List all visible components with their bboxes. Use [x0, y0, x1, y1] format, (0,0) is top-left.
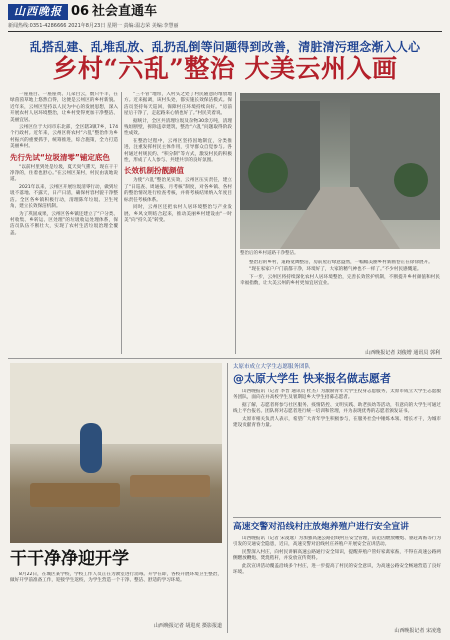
masthead-divider — [8, 31, 442, 32]
newspaper-logo: 山西晚报 — [8, 4, 68, 20]
lead-column-1 — [10, 92, 118, 357]
story2-headline: 干干净净迎开学 — [10, 549, 129, 569]
photo-classroom-wall — [10, 363, 222, 444]
column-divider — [227, 363, 228, 633]
story2-byline: 山西晚报记者 胡进虎 摄影报道 — [153, 623, 222, 629]
page-number: 06 — [71, 4, 90, 19]
lead-paragraph: 2021年以来，云州区开展垃圾清零行动，做到垃圾不落地、不露天，日产日清，确保村容村貌干净整洁。全区各乡镇积极行动，清理陈年垃圾、卫生死角，建立长效保洁机制。 — [10, 184, 118, 210]
lead-headline: 乡村“六乱”整治 大美云州入画 — [52, 54, 398, 83]
lead-paragraph: 整治后的乡村，道路宽阔整洁，房前屋后绿意盎然，一幅幅美丽乡村新画卷正在徐徐展开。 — [249, 260, 433, 265]
lead-paragraph: 为使“六乱”整治见实效，云州区压实责任，建立了“日巡查、周通报、月考核”制度，对各乡镇、各村的整治情况进行检查考核，并将考核结果纳入年度目标责任考核体系。 — [124, 178, 232, 203]
story3-kicker: 太原市成立大学生志愿服务团队 — [233, 364, 311, 370]
lead-subhead-1: 先行先试“垃圾清零”铺定底色 — [10, 152, 110, 162]
lead-deck: 乱搭乱建、乱堆乱放、乱扔乱倒等问题得到改善，清脏清污理念渐入人心 — [29, 40, 421, 54]
lead-paragraph: “现在家家户户门前都干净，环境好了，大家的精气神也不一样了。”不少村民感慨道。 — [249, 267, 422, 273]
story4-paragraph: 此次宣讲活动覆盖沿线多个村庄，进一步提高了村民的安全意识，为高速公路安全畅通营造了良好环境。 — [233, 563, 441, 576]
story3-headline: @太原大学生 快来报名做志愿者 — [233, 372, 391, 385]
lead-subhead-2: 长效机制扮靓颜值 — [124, 166, 184, 176]
lead-paragraph: 在整治过程中，云州区坚持因地制宜，分类推进，注重发挥村民主体作用，引导群众自觉参与。各村通过村规民约、“积分制”等方式，激发村民的积极性，形成了人人参与、共建共享的良好氛围。 — [124, 138, 232, 164]
story2-paragraph: 8月22日，在城区某学校，学校工作人员正在为教室进行消毒。开学在即，各校开展环境卫生整治，做好开学前准备工作，迎接学生返校，为学生营造一个干净、整洁、舒适的学习环境。 — [10, 572, 222, 584]
column-divider — [121, 92, 122, 354]
lead-paragraph: 一座座白、一座座黄、几朵白云，数只牛羊，在绿茵茵草地上悠然自得，这便是云州区的乡村新貌。近年来，云州区坚持以人民为中心的发展思想，深入开展农村人居环境整治，让乡村变得更加干净整洁、美丽宜居。 — [10, 92, 118, 123]
story4-byline: 山西晚报记者 宋凌逸 — [394, 628, 441, 634]
lead-column-3 — [240, 260, 440, 348]
photo-worker — [80, 423, 102, 473]
lead-paragraph: 据统计，全区共清理垃圾及杂物30余万吨，清理残垣断壁，拆除违章建筑，整治“六乱”问题取得阶段性成效。 — [124, 118, 232, 137]
photo-desk — [30, 483, 120, 507]
section-title: 社会直通车 — [92, 4, 158, 19]
story4-paragraph: 民警深入村庄，向村民讲解高速公路通行安全知识，提醒养殖户管好家禽家畜，不得在高速公路两侧燃放鞭炮、焚烧秸秆，并发放宣传资料。 — [233, 549, 441, 562]
lead-paragraph: 下一步，云州区将持续深化农村人居环境整治，完善长效管护机制，不断提升乡村颜值和村民幸福指数，让大美云州的乡村更加宜居宜业。 — [240, 274, 440, 287]
section-divider — [233, 517, 441, 518]
story3-paragraph: 太原市相关负责人表示，希望广大青年学生积极参与，在服务社会中锤炼本领、增长才干，为城市建设贡献青春力量。 — [233, 416, 441, 429]
photo-caption: 整治后的乡村道路干净整洁。 — [240, 251, 299, 256]
story4-paragraph: 山西晚报讯（记者 宋凌逸）为加强高速公路沿线村庄安全管理，防范因燃放鞭炮、驱赶禽畜等行为引发的交通安全隐患，近日，高速交警对沿线村庄养殖户开展安全宣讲活动。 — [233, 536, 441, 548]
photo-tree — [248, 153, 288, 193]
issue-meta: 新闻热线:0351-4286666 2021年8月23日 星期一 责编:温志荣 美编:李慧丽 — [8, 23, 179, 29]
story3-body — [233, 389, 441, 513]
lead-photo — [240, 93, 440, 249]
lead-paragraph: 为了巩固成果，云州区各乡镇还建立了“户分类、村收集、乡转运、区处理”的垃圾收运处理体系，保洁员队伍不断壮大，实现了农村生活垃圾治理全覆盖。 — [10, 211, 118, 236]
photo-desk — [130, 475, 210, 497]
lead-paragraph: “以前村里到处是垃圾，夏天臭气熏天，现在干干净净的，住着也舒心。”在云州区某村，村民由衷地说道。 — [10, 164, 118, 183]
story2-body — [10, 572, 222, 618]
photo-building — [240, 101, 320, 210]
lead-column-2 — [124, 92, 232, 357]
school-photo — [10, 363, 222, 543]
story4-headline: 高速交警对沿线村庄放炮养殖户进行安全宣讲 — [233, 522, 409, 532]
lead-paragraph: 同时，云州区还把农村人居环境整治与产业发展、乡风文明结合起来，推动美丽乡村建设由“一时美”向“持久美”转变。 — [124, 205, 232, 223]
lead-byline: 山西晚报记者 刘俊增 通讯员 郭利 — [365, 350, 440, 356]
lead-paragraph: 云州区位于大同市东北部，全区辖3镇7乡，174个行政村。近年来，云州区将农村“六乱”整治作为乡村振兴的重要抓手，统筹推进，综合施策，全力打造美丽乡村。 — [10, 125, 118, 150]
story4-body — [233, 536, 441, 624]
section-divider — [8, 358, 442, 359]
story3-paragraph: 据了解，志愿者将参与社区服务、疫情防控、文明实践、助老扶幼等活动，有意向的大学生可通过线上平台报名。团队将对志愿者进行统一培训和管理，并为表现优秀的志愿者颁发证书。 — [233, 402, 441, 415]
masthead — [8, 4, 442, 30]
photo-tree — [394, 163, 428, 197]
column-divider — [235, 92, 236, 354]
lead-paragraph: “三不管”地带，入村头之处了村民随意的堆放地方。近来据调，该村头处，都实施长效保洁模式。保洁员坚持每天巡回，保障村庄环境持续向好。“房前屋后干净了，走起路来心情也好了。”村民笑着说。 — [124, 92, 232, 117]
story3-paragraph: 山西晚报讯（记者 李晋 通讯员 杜杰）为激励青年大学生投身志愿服务，太原市成立大学生志愿服务团队，面向在并高校学生及暑期返乡大学生招募志愿者。 — [233, 389, 441, 401]
